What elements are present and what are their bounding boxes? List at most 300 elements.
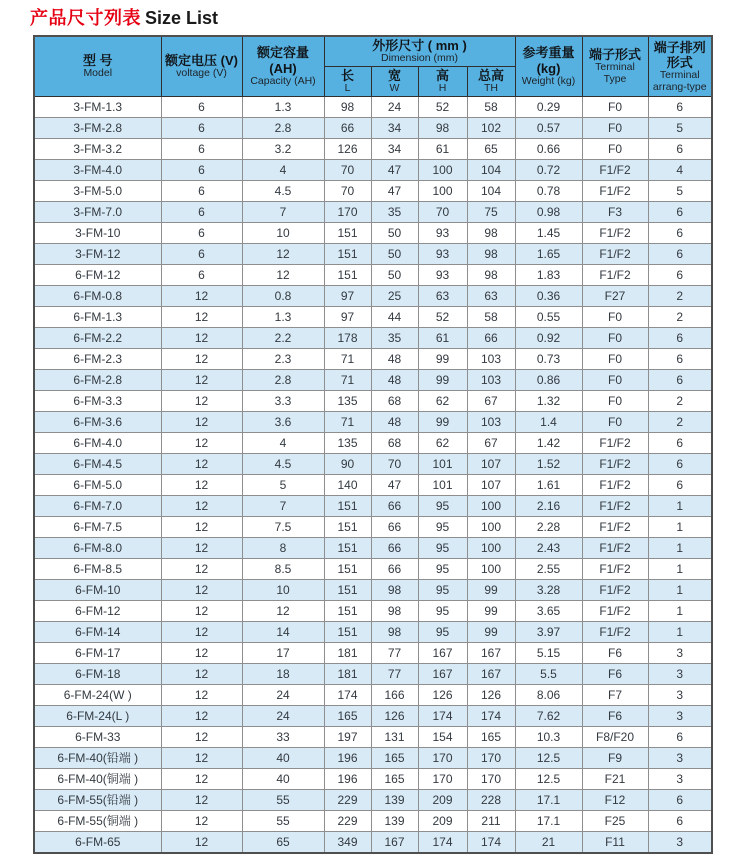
cell-voltage: 12 (161, 727, 242, 748)
cell-terminal-arrang: 2 (648, 307, 712, 328)
col-header-terminal-type-zh: 端子形式 (588, 47, 641, 63)
cell-capacity: 4 (242, 160, 324, 181)
cell-voltage: 12 (161, 286, 242, 307)
cell-terminal-type: F7 (582, 685, 648, 706)
cell-total-height: 107 (467, 454, 515, 475)
cell-terminal-type: F1/F2 (582, 454, 648, 475)
cell-height: 209 (418, 811, 467, 832)
table-row (34, 265, 712, 286)
cell-model: 6-FM-10 (34, 580, 161, 601)
cell-model: 6-FM-24(W ) (34, 685, 161, 706)
col-header-voltage (161, 36, 242, 97)
cell-voltage: 12 (161, 622, 242, 643)
cell-model: 3-FM-5.0 (34, 181, 161, 202)
cell-weight: 17.1 (515, 811, 582, 832)
cell-capacity: 33 (242, 727, 324, 748)
col-header-length-zh: 长 (340, 68, 354, 84)
cell-weight: 7.62 (515, 706, 582, 727)
cell-width: 70 (371, 454, 418, 475)
cell-capacity: 3.3 (242, 391, 324, 412)
cell-model: 6-FM-2.3 (34, 349, 161, 370)
cell-terminal-arrang: 3 (648, 706, 712, 727)
cell-model: 3-FM-10 (34, 223, 161, 244)
cell-length: 181 (324, 664, 371, 685)
cell-height: 70 (418, 202, 467, 223)
cell-terminal-arrang: 6 (648, 265, 712, 286)
cell-total-height: 170 (467, 769, 515, 790)
cell-voltage: 6 (161, 223, 242, 244)
cell-length: 229 (324, 790, 371, 811)
cell-terminal-arrang: 1 (648, 580, 712, 601)
cell-terminal-type: F1/F2 (582, 496, 648, 517)
cell-length: 165 (324, 706, 371, 727)
cell-voltage: 6 (161, 244, 242, 265)
cell-total-height: 100 (467, 496, 515, 517)
table-row (34, 181, 712, 202)
cell-terminal-arrang: 6 (648, 223, 712, 244)
cell-terminal-arrang: 6 (648, 244, 712, 265)
cell-terminal-arrang: 6 (648, 475, 712, 496)
cell-voltage: 6 (161, 160, 242, 181)
cell-length: 229 (324, 811, 371, 832)
cell-model: 6-FM-2.8 (34, 370, 161, 391)
cell-terminal-type: F12 (582, 790, 648, 811)
cell-model: 3-FM-2.8 (34, 118, 161, 139)
cell-terminal-type: F0 (582, 349, 648, 370)
table-row (34, 685, 712, 706)
cell-weight: 1.4 (515, 412, 582, 433)
cell-terminal-arrang: 6 (648, 370, 712, 391)
cell-total-height: 174 (467, 706, 515, 727)
cell-height: 209 (418, 790, 467, 811)
cell-voltage: 12 (161, 307, 242, 328)
cell-weight: 1.83 (515, 265, 582, 286)
cell-weight: 0.92 (515, 328, 582, 349)
cell-total-height: 126 (467, 685, 515, 706)
cell-weight: 1.52 (515, 454, 582, 475)
cell-total-height: 65 (467, 139, 515, 160)
cell-capacity: 0.8 (242, 286, 324, 307)
cell-width: 167 (371, 832, 418, 854)
cell-length: 349 (324, 832, 371, 854)
cell-terminal-type: F6 (582, 706, 648, 727)
cell-height: 95 (418, 517, 467, 538)
cell-width: 165 (371, 748, 418, 769)
cell-width: 47 (371, 181, 418, 202)
cell-weight: 3.65 (515, 601, 582, 622)
cell-height: 95 (418, 622, 467, 643)
cell-width: 35 (371, 202, 418, 223)
cell-weight: 21 (515, 832, 582, 854)
col-header-model (34, 36, 161, 97)
cell-terminal-arrang: 6 (648, 433, 712, 454)
cell-terminal-type: F1/F2 (582, 223, 648, 244)
col-header-width-zh: 宽 (387, 68, 401, 84)
table-row (34, 559, 712, 580)
cell-model: 6-FM-12 (34, 265, 161, 286)
cell-height: 62 (418, 391, 467, 412)
cell-voltage: 6 (161, 139, 242, 160)
cell-model: 6-FM-2.2 (34, 328, 161, 349)
cell-width: 131 (371, 727, 418, 748)
col-header-capacity-en: Capacity (AH) (250, 75, 316, 88)
table-row (34, 580, 712, 601)
cell-model: 6-FM-33 (34, 727, 161, 748)
cell-capacity: 24 (242, 685, 324, 706)
cell-length: 66 (324, 118, 371, 139)
cell-length: 151 (324, 580, 371, 601)
cell-terminal-arrang: 3 (648, 748, 712, 769)
table-row (34, 811, 712, 832)
col-header-dimension (324, 36, 515, 67)
cell-model: 3-FM-7.0 (34, 202, 161, 223)
col-header-terminal-arrang-zh: 端子排列 (653, 39, 706, 55)
cell-capacity: 18 (242, 664, 324, 685)
cell-weight: 0.86 (515, 370, 582, 391)
cell-capacity: 8 (242, 538, 324, 559)
cell-width: 139 (371, 790, 418, 811)
col-header-model-en: Model (83, 67, 113, 80)
cell-terminal-arrang: 1 (648, 601, 712, 622)
cell-capacity: 1.3 (242, 307, 324, 328)
col-header-weight (515, 36, 582, 97)
cell-terminal-arrang: 1 (648, 538, 712, 559)
cell-length: 174 (324, 685, 371, 706)
cell-capacity: 10 (242, 223, 324, 244)
cell-width: 126 (371, 706, 418, 727)
col-header-length (324, 67, 371, 97)
cell-terminal-arrang: 3 (648, 832, 712, 854)
cell-model: 3-FM-4.0 (34, 160, 161, 181)
cell-capacity: 2.8 (242, 118, 324, 139)
cell-model: 6-FM-5.0 (34, 475, 161, 496)
cell-model: 6-FM-55(铜端 ) (34, 811, 161, 832)
cell-weight: 1.61 (515, 475, 582, 496)
cell-terminal-type: F1/F2 (582, 475, 648, 496)
cell-height: 95 (418, 580, 467, 601)
table-row (34, 496, 712, 517)
cell-voltage: 6 (161, 118, 242, 139)
cell-capacity: 24 (242, 706, 324, 727)
cell-weight: 12.5 (515, 769, 582, 790)
cell-total-height: 103 (467, 370, 515, 391)
cell-width: 68 (371, 433, 418, 454)
cell-width: 165 (371, 769, 418, 790)
cell-capacity: 7 (242, 202, 324, 223)
cell-capacity: 17 (242, 643, 324, 664)
cell-width: 166 (371, 685, 418, 706)
cell-capacity: 12 (242, 601, 324, 622)
cell-capacity: 55 (242, 790, 324, 811)
col-header-terminal-arrang (648, 36, 712, 97)
cell-height: 95 (418, 538, 467, 559)
table-row (34, 790, 712, 811)
cell-total-height: 167 (467, 643, 515, 664)
col-header-voltage-zh: 额定电压 (V) (165, 53, 238, 69)
cell-capacity: 8.5 (242, 559, 324, 580)
col-header-voltage-en: voltage (V) (176, 67, 227, 80)
cell-length: 196 (324, 748, 371, 769)
col-header-height (418, 67, 467, 97)
cell-total-height: 58 (467, 97, 515, 118)
cell-terminal-type: F6 (582, 643, 648, 664)
cell-model: 6-FM-0.8 (34, 286, 161, 307)
cell-length: 181 (324, 643, 371, 664)
cell-length: 71 (324, 349, 371, 370)
cell-terminal-type: F0 (582, 139, 648, 160)
cell-total-height: 99 (467, 601, 515, 622)
cell-height: 100 (418, 160, 467, 181)
cell-model: 6-FM-7.0 (34, 496, 161, 517)
cell-model: 3-FM-12 (34, 244, 161, 265)
cell-total-height: 211 (467, 811, 515, 832)
cell-total-height: 100 (467, 517, 515, 538)
cell-voltage: 12 (161, 517, 242, 538)
cell-terminal-arrang: 5 (648, 118, 712, 139)
col-header-total-height-en: TH (484, 82, 498, 95)
col-header-dimension-zh: 外形尺寸 ( mm ) (372, 38, 467, 53)
cell-length: 98 (324, 97, 371, 118)
cell-terminal-arrang: 1 (648, 559, 712, 580)
table-row (34, 475, 712, 496)
cell-total-height: 104 (467, 160, 515, 181)
cell-terminal-arrang: 1 (648, 517, 712, 538)
table-row (34, 370, 712, 391)
cell-weight: 3.97 (515, 622, 582, 643)
cell-weight: 0.55 (515, 307, 582, 328)
cell-model: 6-FM-7.5 (34, 517, 161, 538)
cell-width: 50 (371, 244, 418, 265)
cell-weight: 10.3 (515, 727, 582, 748)
table-body (34, 97, 712, 854)
table-row (34, 622, 712, 643)
cell-total-height: 67 (467, 433, 515, 454)
table-row (34, 727, 712, 748)
cell-width: 24 (371, 97, 418, 118)
table-row (34, 412, 712, 433)
cell-model: 6-FM-8.0 (34, 538, 161, 559)
cell-terminal-type: F1/F2 (582, 601, 648, 622)
cell-width: 47 (371, 475, 418, 496)
cell-length: 70 (324, 160, 371, 181)
cell-weight: 12.5 (515, 748, 582, 769)
col-header-terminal-arrang-en: Terminal arrang-type (652, 69, 707, 93)
cell-voltage: 12 (161, 643, 242, 664)
cell-terminal-arrang: 2 (648, 286, 712, 307)
cell-voltage: 6 (161, 202, 242, 223)
cell-terminal-type: F1/F2 (582, 181, 648, 202)
cell-voltage: 12 (161, 580, 242, 601)
table-row (34, 307, 712, 328)
cell-terminal-arrang: 6 (648, 97, 712, 118)
table-row (34, 538, 712, 559)
cell-total-height: 170 (467, 748, 515, 769)
page-title (0, 0, 750, 31)
col-header-length-en: L (344, 82, 351, 95)
cell-total-height: 98 (467, 223, 515, 244)
col-header-width-en: W (389, 82, 400, 95)
cell-terminal-arrang: 3 (648, 769, 712, 790)
cell-height: 99 (418, 370, 467, 391)
cell-width: 48 (371, 349, 418, 370)
cell-capacity: 2.3 (242, 349, 324, 370)
cell-terminal-arrang: 2 (648, 391, 712, 412)
cell-voltage: 12 (161, 391, 242, 412)
cell-length: 151 (324, 496, 371, 517)
cell-width: 66 (371, 559, 418, 580)
cell-length: 196 (324, 769, 371, 790)
cell-terminal-type: F3 (582, 202, 648, 223)
cell-voltage: 12 (161, 811, 242, 832)
cell-model: 3-FM-3.2 (34, 139, 161, 160)
cell-model: 6-FM-12 (34, 601, 161, 622)
cell-length: 178 (324, 328, 371, 349)
page-title-zh: 产品尺寸列表 (30, 8, 141, 28)
col-header-terminal-arrang-zh2: 形式 (666, 54, 693, 70)
cell-model: 6-FM-40(铜端 ) (34, 769, 161, 790)
cell-width: 98 (371, 622, 418, 643)
cell-voltage: 12 (161, 748, 242, 769)
cell-model: 6-FM-4.0 (34, 433, 161, 454)
cell-weight: 3.28 (515, 580, 582, 601)
cell-terminal-type: F0 (582, 391, 648, 412)
cell-height: 62 (418, 433, 467, 454)
cell-voltage: 12 (161, 601, 242, 622)
cell-weight: 1.45 (515, 223, 582, 244)
cell-voltage: 12 (161, 832, 242, 854)
cell-terminal-type: F1/F2 (582, 244, 648, 265)
cell-weight: 0.72 (515, 160, 582, 181)
cell-terminal-type: F25 (582, 811, 648, 832)
cell-width: 48 (371, 370, 418, 391)
cell-terminal-type: F0 (582, 328, 648, 349)
cell-height: 63 (418, 286, 467, 307)
col-header-model-zh: 型 号 (82, 53, 113, 69)
cell-weight: 2.28 (515, 517, 582, 538)
cell-terminal-arrang: 5 (648, 181, 712, 202)
cell-capacity: 4 (242, 433, 324, 454)
cell-weight: 5.5 (515, 664, 582, 685)
table-row (34, 643, 712, 664)
table-row (34, 286, 712, 307)
cell-terminal-arrang: 6 (648, 790, 712, 811)
table-header (34, 36, 712, 97)
cell-model: 6-FM-3.3 (34, 391, 161, 412)
cell-model: 6-FM-14 (34, 622, 161, 643)
cell-total-height: 98 (467, 244, 515, 265)
cell-voltage: 12 (161, 349, 242, 370)
cell-terminal-arrang: 6 (648, 454, 712, 475)
cell-terminal-arrang: 1 (648, 622, 712, 643)
cell-terminal-type: F1/F2 (582, 622, 648, 643)
col-header-total-height-zh: 总高 (477, 68, 504, 84)
cell-weight: 0.57 (515, 118, 582, 139)
cell-terminal-type: F1/F2 (582, 433, 648, 454)
cell-height: 100 (418, 181, 467, 202)
cell-width: 25 (371, 286, 418, 307)
cell-capacity: 12 (242, 265, 324, 286)
cell-capacity: 3.2 (242, 139, 324, 160)
cell-width: 66 (371, 538, 418, 559)
cell-total-height: 75 (467, 202, 515, 223)
size-list-table (33, 35, 713, 854)
cell-length: 90 (324, 454, 371, 475)
cell-terminal-type: F6 (582, 664, 648, 685)
cell-capacity: 2.8 (242, 370, 324, 391)
cell-length: 135 (324, 433, 371, 454)
cell-terminal-type: F0 (582, 118, 648, 139)
cell-width: 35 (371, 328, 418, 349)
table-row (34, 664, 712, 685)
cell-model: 6-FM-18 (34, 664, 161, 685)
cell-total-height: 98 (467, 265, 515, 286)
cell-width: 98 (371, 580, 418, 601)
cell-terminal-type: F0 (582, 97, 648, 118)
cell-height: 170 (418, 748, 467, 769)
cell-length: 151 (324, 538, 371, 559)
cell-height: 95 (418, 559, 467, 580)
cell-length: 126 (324, 139, 371, 160)
table-row (34, 769, 712, 790)
cell-terminal-arrang: 3 (648, 643, 712, 664)
cell-voltage: 12 (161, 328, 242, 349)
cell-height: 101 (418, 454, 467, 475)
cell-height: 93 (418, 223, 467, 244)
cell-height: 167 (418, 664, 467, 685)
cell-length: 70 (324, 181, 371, 202)
cell-weight: 0.29 (515, 97, 582, 118)
cell-total-height: 99 (467, 622, 515, 643)
cell-weight: 0.36 (515, 286, 582, 307)
cell-height: 52 (418, 307, 467, 328)
cell-model: 6-FM-55(铅端 ) (34, 790, 161, 811)
table-row (34, 748, 712, 769)
cell-model: 6-FM-65 (34, 832, 161, 854)
cell-height: 61 (418, 139, 467, 160)
cell-model: 3-FM-1.3 (34, 97, 161, 118)
cell-length: 197 (324, 727, 371, 748)
cell-terminal-type: F9 (582, 748, 648, 769)
cell-height: 99 (418, 412, 467, 433)
cell-terminal-arrang: 6 (648, 139, 712, 160)
cell-height: 174 (418, 832, 467, 854)
cell-length: 151 (324, 622, 371, 643)
table-row (34, 223, 712, 244)
cell-length: 170 (324, 202, 371, 223)
col-header-terminal-type-en: Terminal Type (595, 61, 635, 86)
cell-capacity: 55 (242, 811, 324, 832)
cell-voltage: 6 (161, 265, 242, 286)
cell-total-height: 99 (467, 580, 515, 601)
cell-capacity: 4.5 (242, 454, 324, 475)
cell-terminal-type: F1/F2 (582, 517, 648, 538)
cell-weight: 2.43 (515, 538, 582, 559)
cell-height: 170 (418, 769, 467, 790)
cell-terminal-arrang: 2 (648, 412, 712, 433)
cell-width: 50 (371, 265, 418, 286)
cell-capacity: 40 (242, 748, 324, 769)
cell-length: 151 (324, 265, 371, 286)
table-row (34, 517, 712, 538)
cell-voltage: 6 (161, 97, 242, 118)
cell-model: 6-FM-17 (34, 643, 161, 664)
cell-height: 61 (418, 328, 467, 349)
col-header-weight-zh: 参考重量 (522, 45, 575, 61)
cell-voltage: 12 (161, 412, 242, 433)
cell-length: 151 (324, 517, 371, 538)
cell-width: 34 (371, 139, 418, 160)
cell-weight: 0.78 (515, 181, 582, 202)
